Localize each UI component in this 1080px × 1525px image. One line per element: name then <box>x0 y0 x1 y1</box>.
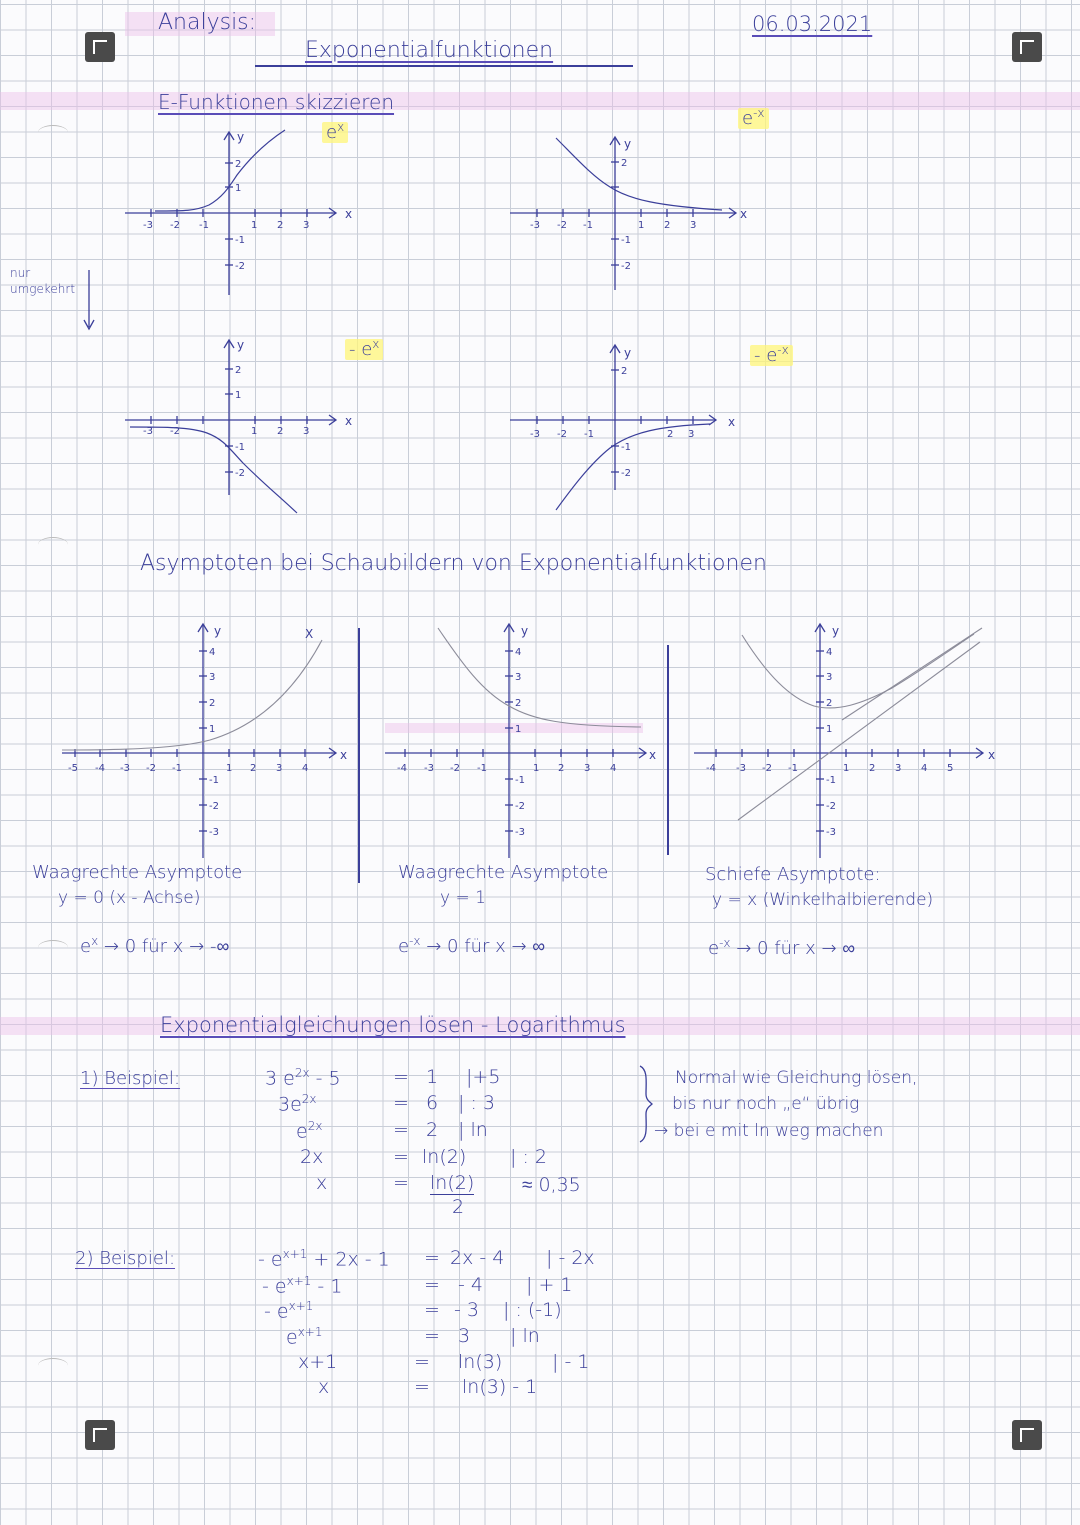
ex2-row5-lhs: x+1 <box>298 1351 338 1373</box>
svg-text:2: 2 <box>558 763 565 774</box>
corner-mark-top-left <box>85 32 115 62</box>
svg-text:-2: -2 <box>235 468 245 479</box>
col2-limit: $e^{-x} \to 0$ für x → ∞ <box>398 934 546 957</box>
graph-e-negx-label: $e^{-x}$ <box>738 106 769 129</box>
svg-text:1: 1 <box>235 183 242 194</box>
graph-neg-e-negx-label: - $e^{-x}$ <box>750 343 793 366</box>
date: 06.03.2021 <box>752 12 873 36</box>
ex2-row4-eq: = <box>424 1325 440 1347</box>
svg-text:-4: -4 <box>397 763 407 774</box>
ex1-row3-op: | ln <box>458 1119 488 1141</box>
svg-text:2: 2 <box>235 365 242 376</box>
svg-text:-3: -3 <box>209 827 219 838</box>
svg-text:-1: -1 <box>235 235 245 246</box>
svg-text:-4: -4 <box>706 763 716 774</box>
col3-limit: $e^{-x} \to 0$ für x → ∞ <box>708 936 856 959</box>
svg-text:-2: -2 <box>235 261 245 272</box>
ex1-row4-eq: = <box>393 1146 409 1168</box>
svg-text:-2: -2 <box>515 801 525 812</box>
ex1-row5-denominator: 2 <box>452 1196 465 1218</box>
ex2-row6-lhs: x <box>318 1376 330 1398</box>
ex1-row1-op: |+5 <box>466 1066 501 1088</box>
ex1-row4-op: | : 2 <box>510 1146 547 1168</box>
svg-text:-1: -1 <box>584 429 594 440</box>
svg-text:-2: -2 <box>557 220 567 231</box>
section2-heading: Asymptoten bei Schaubildern von Exponentialfunktionen <box>140 551 767 576</box>
svg-text:X: X <box>305 627 314 641</box>
asymptote-graph-ex <box>50 620 350 860</box>
column-separator-2 <box>667 645 669 855</box>
svg-text:y: y <box>237 338 245 352</box>
svg-text:x: x <box>340 748 348 762</box>
svg-text:3: 3 <box>515 672 522 683</box>
svg-text:3: 3 <box>690 220 697 231</box>
ex2-row1-op: | - 2x <box>546 1247 595 1269</box>
svg-text:2: 2 <box>667 429 674 440</box>
punch-hole-2 <box>38 537 68 552</box>
svg-text:-3: -3 <box>736 763 746 774</box>
svg-text:-1: -1 <box>788 763 798 774</box>
svg-text:x: x <box>740 207 748 221</box>
asymptote-graph-oblique <box>692 620 1002 860</box>
svg-text:-1: -1 <box>477 763 487 774</box>
svg-text:-5: -5 <box>68 763 78 774</box>
svg-text:-1: -1 <box>209 775 219 786</box>
ex2-row3-op: | : (-1) <box>503 1299 562 1321</box>
ex1-row2-lhs: $3e^{2x}$ <box>278 1092 317 1116</box>
svg-text:-3: -3 <box>530 220 540 231</box>
page-title: Exponentialfunktionen <box>305 38 554 63</box>
graph-e-x <box>125 125 365 300</box>
graph-neg-e-negx <box>510 340 750 515</box>
ex2-row3-lhs: - $e^{x+1}$ <box>264 1299 314 1323</box>
ex1-row4-lhs: 2x <box>300 1146 324 1168</box>
svg-text:x: x <box>345 207 353 221</box>
ex1-row5-rhs: ln(2) <box>430 1172 475 1194</box>
svg-text:y: y <box>214 624 222 638</box>
svg-text:3: 3 <box>688 429 695 440</box>
svg-text:-3: -3 <box>530 429 540 440</box>
graph-neg-ex-label: - $e^x$ <box>345 337 383 360</box>
svg-text:2: 2 <box>826 698 833 709</box>
col2-eq: y = 1 <box>440 888 486 908</box>
svg-text:2: 2 <box>277 426 284 437</box>
ex1-note-line3: → bei e mit ln weg machen <box>654 1121 884 1141</box>
svg-text:2: 2 <box>621 158 628 169</box>
svg-text:y: y <box>624 346 632 360</box>
svg-text:2: 2 <box>209 698 216 709</box>
side-note: nur umgekehrt <box>10 266 76 296</box>
svg-text:-1: -1 <box>515 775 525 786</box>
svg-text:1: 1 <box>843 763 850 774</box>
svg-text:1: 1 <box>515 724 522 735</box>
svg-text:-2: -2 <box>762 763 772 774</box>
svg-text:x: x <box>345 414 353 428</box>
svg-text:y: y <box>521 624 529 638</box>
ex1-row1-rhs: 1 <box>426 1066 439 1088</box>
svg-text:-1: -1 <box>621 235 631 246</box>
svg-text:-3: -3 <box>515 827 525 838</box>
svg-text:-2: -2 <box>209 801 219 812</box>
ex1-row2-rhs: 6 <box>426 1092 439 1114</box>
svg-text:1: 1 <box>251 220 258 231</box>
ex1-row5-approx: ≈ 0,35 <box>522 1174 581 1196</box>
ex1-row3-eq: = <box>393 1119 409 1141</box>
svg-text:1: 1 <box>209 724 216 735</box>
ex2-row6-eq: = <box>414 1376 430 1398</box>
svg-text:-1: -1 <box>826 775 836 786</box>
ex1-note-line1: Normal wie Gleichung lösen, <box>675 1068 918 1088</box>
subject-label: Analysis: <box>158 10 257 35</box>
svg-text:-1: -1 <box>199 220 209 231</box>
svg-text:2: 2 <box>515 698 522 709</box>
asymptote-graph-e-negx <box>383 620 663 860</box>
ex2-row5-rhs: ln(3) <box>458 1351 503 1373</box>
svg-text:1: 1 <box>533 763 540 774</box>
ex2-row2-lhs: - $e^{x+1} - 1$ <box>262 1274 343 1298</box>
ex2-row4-rhs: 3 <box>458 1325 471 1347</box>
svg-text:-2: -2 <box>621 261 631 272</box>
col3-title: Schiefe Asymptote: <box>705 864 881 885</box>
svg-text:1: 1 <box>638 220 645 231</box>
ex2-row1-rhs: 2x - 4 <box>450 1247 505 1269</box>
svg-text:3: 3 <box>826 672 833 683</box>
punch-hole-1 <box>38 125 68 140</box>
svg-text:-4: -4 <box>95 763 105 774</box>
svg-text:3: 3 <box>303 426 310 437</box>
svg-text:-1: -1 <box>621 442 631 453</box>
graph-ex-label: $e^x$ <box>322 120 348 143</box>
svg-text:3: 3 <box>209 672 216 683</box>
svg-text:1: 1 <box>826 724 833 735</box>
svg-text:4: 4 <box>515 647 522 658</box>
ex1-brace <box>636 1064 656 1144</box>
ex2-row2-op: | + 1 <box>526 1274 573 1296</box>
ex2-row1-lhs: - $e^{x+1} + 2x - 1$ <box>258 1247 390 1271</box>
svg-text:x: x <box>988 748 996 762</box>
corner-mark-bottom-left <box>85 1420 115 1450</box>
svg-text:-1: -1 <box>235 442 245 453</box>
section3-heading: Exponentialgleichungen lösen - Logarithmus <box>160 1013 626 1037</box>
ex2-row2-rhs: - 4 <box>458 1274 483 1296</box>
svg-text:-2: -2 <box>557 429 567 440</box>
ex1-row4-rhs: ln(2) <box>422 1146 467 1168</box>
ex1-row5-eq: = <box>393 1172 409 1194</box>
graph-e-negx <box>510 130 750 295</box>
svg-text:5: 5 <box>947 763 954 774</box>
svg-text:3: 3 <box>895 763 902 774</box>
svg-text:4: 4 <box>826 647 833 658</box>
svg-text:-3: -3 <box>143 220 153 231</box>
svg-text:-3: -3 <box>143 426 153 437</box>
col2-title: Waagrechte Asymptote <box>398 862 609 883</box>
corner-mark-top-right <box>1012 32 1042 62</box>
svg-text:1: 1 <box>235 390 242 401</box>
ex2-row5-eq: = <box>414 1351 430 1373</box>
svg-text:2: 2 <box>869 763 876 774</box>
ex2-row1-eq: = <box>424 1247 440 1269</box>
ex1-row3-lhs: $e^{2x}$ <box>296 1119 323 1143</box>
ex2-row4-op: | ln <box>510 1325 540 1347</box>
svg-text:2: 2 <box>621 366 628 377</box>
svg-text:3: 3 <box>303 220 310 231</box>
side-note-arrow <box>80 265 100 335</box>
ex1-row2-eq: = <box>393 1092 409 1114</box>
ex2-row4-lhs: $e^{x+1}$ <box>286 1325 323 1349</box>
svg-text:2: 2 <box>277 220 284 231</box>
svg-text:y: y <box>624 137 632 151</box>
svg-text:-2: -2 <box>450 763 460 774</box>
svg-text:2: 2 <box>664 220 671 231</box>
punch-hole-4 <box>38 1358 68 1373</box>
svg-text:-1: -1 <box>583 220 593 231</box>
punch-hole-3 <box>38 940 68 955</box>
svg-text:1: 1 <box>251 426 258 437</box>
svg-text:4: 4 <box>921 763 928 774</box>
svg-text:3: 3 <box>584 763 591 774</box>
svg-text:-2: -2 <box>146 763 156 774</box>
example2-label: 2) Beispiel: <box>75 1248 176 1269</box>
ex1-row2-op: | : 3 <box>458 1092 495 1114</box>
svg-text:-3: -3 <box>826 827 836 838</box>
ex1-note-line2: bis nur noch „e“ übrig <box>672 1094 860 1114</box>
svg-text:1: 1 <box>226 763 233 774</box>
svg-text:x: x <box>649 748 657 762</box>
svg-text:-2: -2 <box>826 801 836 812</box>
svg-text:2: 2 <box>250 763 257 774</box>
svg-text:4: 4 <box>610 763 617 774</box>
graph-neg-e-x <box>125 335 365 520</box>
ex2-row3-rhs: - 3 <box>454 1299 479 1321</box>
ex2-row6-rhs: ln(3) - 1 <box>462 1376 538 1398</box>
col1-limit: $e^x \to 0$ für x → -∞ <box>80 934 230 957</box>
svg-text:-3: -3 <box>424 763 434 774</box>
ex1-row5-lhs: x <box>316 1172 328 1194</box>
svg-text:3: 3 <box>276 763 283 774</box>
ex2-row3-eq: = <box>424 1299 440 1321</box>
title-underline <box>255 65 633 67</box>
svg-text:-1: -1 <box>172 763 182 774</box>
svg-text:x: x <box>728 415 736 429</box>
col3-eq: y = x (Winkelhalbierende) <box>712 890 934 910</box>
svg-text:4: 4 <box>209 647 216 658</box>
svg-text:-2: -2 <box>621 468 631 479</box>
col1-eq: y = 0 (x - Achse) <box>58 888 201 908</box>
svg-text:-3: -3 <box>120 763 130 774</box>
ex1-row3-rhs: 2 <box>426 1119 439 1141</box>
example1-label: 1) Beispiel: <box>80 1068 181 1089</box>
section1-heading: E-Funktionen skizzieren <box>158 90 395 114</box>
ex1-row1-lhs: 3 $e^{2x} - 5$ <box>265 1066 341 1090</box>
ex2-row2-eq: = <box>424 1274 440 1296</box>
column-separator-1 <box>358 628 360 883</box>
ex1-row1-eq: = <box>393 1066 409 1088</box>
col1-title: Waagrechte Asymptote <box>32 862 243 883</box>
corner-mark-bottom-right <box>1012 1420 1042 1450</box>
svg-text:y: y <box>832 624 840 638</box>
svg-text:4: 4 <box>302 763 309 774</box>
svg-text:-2: -2 <box>170 426 180 437</box>
svg-text:-2: -2 <box>170 220 180 231</box>
svg-text:2: 2 <box>235 159 242 170</box>
ex2-row5-op: | - 1 <box>552 1351 590 1373</box>
svg-text:y: y <box>237 130 245 144</box>
